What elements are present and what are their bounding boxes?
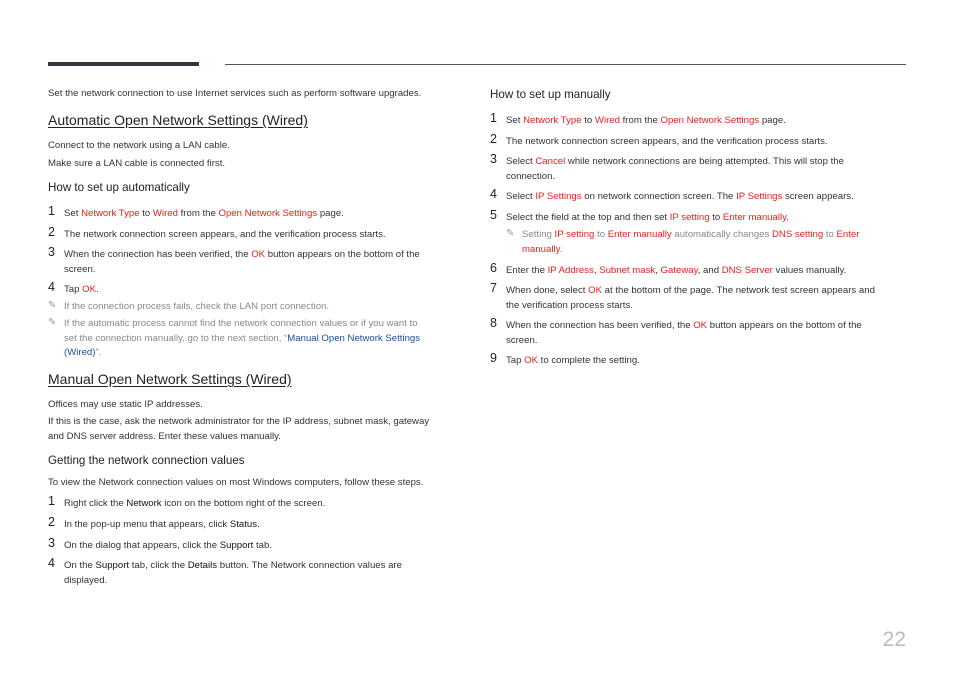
note-text: Setting IP setting to Enter manually automatically changes DNS setting to Enter <box>522 229 860 240</box>
auto-line-2: Make sure a LAN cable is connected first. <box>48 158 226 169</box>
step-text: Select Cancel while network connections are being attempted. This will stop the <box>506 156 844 167</box>
step-text: Right click the Network icon on the bottom right of the screen. <box>64 498 326 509</box>
step-text: When the connection has been verified, the OK button appears on the bottom of the <box>506 320 862 331</box>
step-text-line-2: screen. <box>506 335 538 346</box>
step-number: 3 <box>48 245 55 259</box>
auto-line-1: Connect to the network using a LAN cable. <box>48 140 230 151</box>
step-text: On the dialog that appears, click the Support tab. <box>64 540 273 551</box>
step-text: Set Network Type to Wired from the Open Network Settings page. <box>64 208 344 219</box>
manual-section-title: Manual Open Network Settings (Wired) <box>48 371 292 387</box>
note-text-line-3: (Wired)”. <box>64 347 102 358</box>
step-number: 2 <box>48 515 55 529</box>
step-number: 2 <box>490 132 497 146</box>
step-text-line-2: the verification process starts. <box>506 300 633 311</box>
step-text: The network connection screen appears, and the verification process starts. <box>64 229 386 240</box>
step-text: When done, select OK at the bottom of the page. The network test screen appears and <box>506 285 875 296</box>
pencil-note-icon: ✎ <box>506 228 515 239</box>
step-number: 1 <box>48 204 55 218</box>
step-text-line-2: connection. <box>506 171 556 182</box>
step-number: 9 <box>490 351 497 365</box>
manual-section-link[interactable]: Manual Open Network Settings <box>287 332 421 344</box>
pencil-note-icon: ✎ <box>48 317 57 328</box>
manual-subtitle: Getting the network connection values <box>48 454 245 467</box>
step-text: Select IP Settings on network connection screen. The IP Settings screen appears. <box>506 191 854 202</box>
step-number: 1 <box>48 494 55 508</box>
manual-line-1: Offices may use static IP addresses. <box>48 399 203 410</box>
step-text-line-2: displayed. <box>64 575 108 586</box>
step-number: 3 <box>490 152 497 166</box>
manual-section-link-cont[interactable]: (Wired) <box>64 347 96 358</box>
step-text: Select the field at the top and then set IP setting to Enter manually. <box>506 212 789 223</box>
step-number: 5 <box>490 208 497 222</box>
manual-desc: To view the Network connection values on most Windows computers, follow these steps. <box>48 477 424 488</box>
note-text: If the connection process fails, check the LAN port connection. <box>64 301 330 312</box>
step-text: When the connection has been verified, the OK button appears on the bottom of the <box>64 249 420 260</box>
step-text: Set Network Type to Wired from the Open Network Settings page. <box>506 115 786 126</box>
note-text: If the automatic process cannot find the network connection values or if you want to <box>64 318 418 329</box>
step-number: 2 <box>48 225 55 239</box>
header-accent-bar <box>48 62 199 66</box>
step-number: 4 <box>48 556 55 570</box>
step-text: Enter the IP Address, Subnet mask, Gateway, and DNS Server values manually. <box>506 265 847 276</box>
right-subtitle: How to set up manually <box>490 88 611 101</box>
step-text: The network connection screen appears, and the verification process starts. <box>506 136 828 147</box>
step-text: On the Support tab, click the Details button. The Network connection values are <box>64 560 402 571</box>
step-text: Tap OK. <box>64 284 99 295</box>
note-text-line-2: manually. <box>522 243 563 255</box>
page-number: 22 <box>882 628 906 651</box>
step-number: 4 <box>490 187 497 201</box>
step-number: 7 <box>490 281 497 295</box>
manual-line-2: If this is the case, ask the network administrator for the IP address, subnet mask, gateway <box>48 416 430 427</box>
auto-subtitle: How to set up automatically <box>48 181 190 194</box>
step-text-line-2: screen. <box>64 264 96 275</box>
step-number: 3 <box>48 536 55 550</box>
step-text: Tap OK to complete the setting. <box>506 355 640 366</box>
step-text: In the pop-up menu that appears, click Status. <box>64 519 260 530</box>
step-number: 6 <box>490 261 497 275</box>
note-text-line-2: set the connection manually, go to the next section, “Manual Open Network Settings <box>64 332 421 344</box>
step-number: 1 <box>490 111 497 125</box>
step-number: 4 <box>48 280 55 294</box>
step-number: 8 <box>490 316 497 330</box>
manual-line-3: and DNS server address. Enter these values manually. <box>48 431 281 442</box>
intro-text: Set the network connection to use Internet services such as perform software upgrades. <box>48 88 422 99</box>
header-rule <box>225 64 906 65</box>
auto-section-title: Automatic Open Network Settings (Wired) <box>48 112 308 128</box>
pencil-note-icon: ✎ <box>48 300 57 311</box>
